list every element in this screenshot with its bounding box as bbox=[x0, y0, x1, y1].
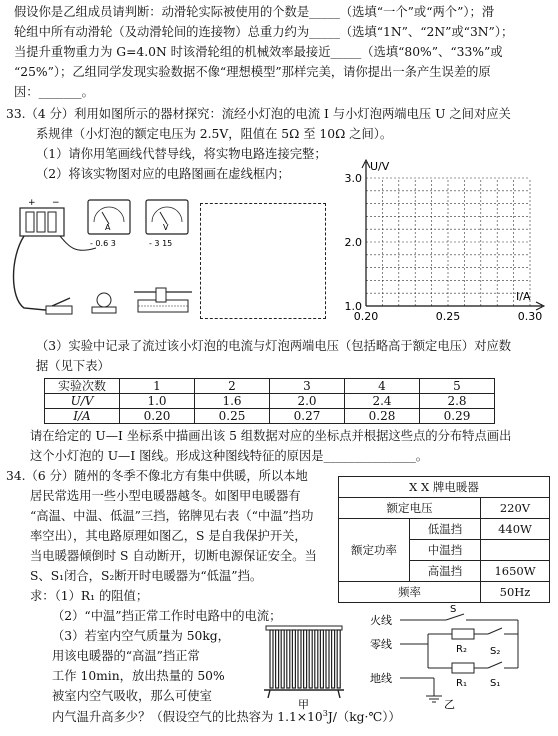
q34-line-3: “高温、中温、低温”三挡，铭牌见右表（“中温”挡功 bbox=[30, 509, 314, 523]
table-cell: 额定功率 bbox=[339, 519, 410, 582]
label-r2: R₂ bbox=[456, 644, 467, 655]
heater-fin bbox=[292, 630, 295, 688]
heater-fin bbox=[332, 630, 335, 688]
heater-fin bbox=[276, 630, 279, 688]
svg-text:A: A bbox=[105, 223, 111, 232]
circuit-diagram-answer-box bbox=[200, 203, 326, 319]
table-cell: 1.6 bbox=[195, 394, 270, 409]
resistor-r2 bbox=[452, 629, 474, 639]
table-cell: 1650W bbox=[481, 561, 550, 582]
q32-line-3: 当提升重物重力为 G=4.0N 时该滑轮组的机械效率最接近_____（选填“80%”、“33%”或 bbox=[14, 45, 503, 59]
heater-circuit-yi bbox=[368, 604, 552, 716]
heater-fin bbox=[326, 630, 329, 688]
heater-fin bbox=[337, 630, 340, 688]
table-header-cell: 实验次数 bbox=[45, 379, 120, 394]
q34-line-9: （3）若室内空气质量为 50kg， bbox=[52, 629, 230, 643]
figure-label-jia: 甲 bbox=[298, 698, 309, 710]
heater-fin bbox=[309, 630, 312, 688]
table-row bbox=[45, 409, 495, 424]
heater-fin bbox=[320, 630, 323, 688]
q32-line-2: 轮组中所有动滑轮（及动滑轮间的连接物）总重力约为_____（选填“1N”、“2N”或“3N”）； bbox=[14, 25, 514, 39]
nameplate-title: X X 牌电暖器 bbox=[339, 477, 550, 498]
q33-line-8: 这个小灯泡的 U—I 图线。形成这种图线特征的原因是_______________。 bbox=[30, 449, 429, 463]
heater-fin bbox=[298, 630, 301, 688]
table-cell: 50Hz bbox=[481, 582, 550, 603]
y-axis-label: U/V bbox=[370, 160, 390, 173]
label-ground-wire: 地线 bbox=[370, 672, 392, 685]
switch bbox=[46, 306, 72, 314]
table-cell: 0.29 bbox=[420, 409, 495, 424]
table-cell: 220V bbox=[481, 498, 550, 519]
voltmeter-scale-label: - 3 15 bbox=[149, 239, 173, 248]
table-cell: 0.25 bbox=[195, 409, 270, 424]
q34-line-7: 求：（1）R₁ 的阻值； bbox=[30, 589, 149, 603]
label-switch-s: S bbox=[450, 604, 457, 615]
table-cell: 额定电压 bbox=[339, 498, 481, 519]
table-cell: 低温挡 bbox=[410, 519, 481, 540]
q34-line-11: 工作 10min，放出热量的 50% bbox=[52, 669, 225, 683]
q32-line-1: 假设你是乙组成员请判断：动滑轮实际被使用的个数是_____（选填“一个”或“两个”）；滑 bbox=[14, 5, 495, 19]
x-tick-label: 0.30 bbox=[517, 310, 543, 323]
heater-fin bbox=[287, 630, 290, 688]
label-fire-wire: 火线 bbox=[370, 614, 392, 627]
q33-line-1: 33.（4 分）利用如图所示的器材探究：流经小灯泡的电流 I 与小灯泡两端电压 U 之间对应关 bbox=[6, 107, 511, 121]
label-s1: S₁ bbox=[490, 678, 501, 689]
q33-line-2: 系规律（小灯泡的额定电压为 2.5V，阻值在 5Ω 至 10Ω 之间）。 bbox=[36, 127, 393, 141]
table-cell: U/V bbox=[45, 394, 120, 409]
label-s2: S₂ bbox=[490, 646, 501, 657]
q34-line-8: （2）“中温”挡正常工作时电路中的电流； bbox=[52, 609, 282, 623]
table-cell: 0.28 bbox=[345, 409, 420, 424]
heater-fin bbox=[304, 630, 307, 688]
table-row bbox=[339, 519, 550, 540]
table-header-cell: 1 bbox=[120, 379, 195, 394]
table-header-cell: 3 bbox=[270, 379, 345, 394]
q33-line-4: （2）将该实物图对应的电路图画在虚线框内； bbox=[36, 167, 290, 181]
q32-line-4: “25%”）；乙组同学发现实验数据不像“理想模型”那样完美，请你提出一条产生误差的原 bbox=[14, 65, 491, 79]
table-row bbox=[339, 498, 550, 519]
table-cell: 0.27 bbox=[270, 409, 345, 424]
svg-text:V: V bbox=[163, 223, 169, 232]
table-row bbox=[339, 582, 550, 603]
y-tick-label: 2.0 bbox=[344, 236, 362, 249]
table-cell: 高温挡 bbox=[410, 561, 481, 582]
table-cell: 2.0 bbox=[270, 394, 345, 409]
q32-line-5: 因：_______。 bbox=[14, 85, 94, 99]
table-row bbox=[339, 477, 550, 498]
heater-fin bbox=[281, 630, 284, 688]
table-cell: 440W bbox=[481, 519, 550, 540]
table-cell: 2.4 bbox=[345, 394, 420, 409]
heater-figure-jia bbox=[258, 616, 358, 710]
q34-line-1: 34.（6 分）随州的冬季不像北方有集中供暖，所以本地 bbox=[6, 469, 308, 483]
circuit-apparatus-figure bbox=[6, 188, 198, 328]
resistor-r1 bbox=[452, 663, 474, 673]
q33-data-table bbox=[44, 378, 495, 424]
label-zero-wire: 零线 bbox=[370, 638, 392, 651]
table-cell: 中温挡 bbox=[410, 540, 481, 561]
label-r1: R₁ bbox=[456, 678, 467, 689]
table-cell: I/A bbox=[45, 409, 120, 424]
bulb bbox=[97, 293, 111, 307]
table-cell bbox=[481, 540, 550, 561]
q33-line-5: （3）实验中记录了流过该小灯泡的电流与灯泡两端电压（包括略高于额定电压）对应数 bbox=[36, 339, 512, 353]
q34-line-5: 当电暖器倾倒时 S 自动断开，切断电源保证安全。当 bbox=[30, 549, 317, 563]
heater-fin bbox=[315, 630, 318, 688]
q34-line-12: 被室内空气吸收，那么可使室 bbox=[52, 689, 212, 703]
table-cell: 2.8 bbox=[420, 394, 495, 409]
svg-text:−: − bbox=[52, 198, 60, 208]
x-tick-label: 0.20 bbox=[353, 310, 379, 323]
table-header-cell: 2 bbox=[195, 379, 270, 394]
q34-line-6: S、S₁闭合，S₂断开时电暖器为“低温”挡。 bbox=[30, 569, 263, 583]
x-axis-label: I/A bbox=[516, 290, 531, 303]
q33-line-6: 据（见下表） bbox=[36, 359, 110, 373]
x-tick-label: 0.25 bbox=[435, 310, 461, 323]
table-row bbox=[45, 394, 495, 409]
heater-nameplate-table bbox=[338, 476, 550, 603]
q34-line-2: 居民常选用一些小型电暖器越冬。如图甲电暖器有 bbox=[30, 489, 301, 503]
u-i-chart bbox=[334, 158, 548, 332]
table-header-cell: 4 bbox=[345, 379, 420, 394]
heater-fin bbox=[270, 630, 273, 688]
q33-line-7: 请在给定的 U—I 坐标系中描画出该 5 组数据对应的坐标点并根据这些点的分布特点画出 bbox=[30, 429, 512, 443]
figure-label-yi: 乙 bbox=[444, 698, 455, 711]
svg-text:+: + bbox=[28, 198, 36, 208]
ammeter-scale-label: - 0.6 3 bbox=[90, 239, 116, 248]
table-cell: 0.20 bbox=[120, 409, 195, 424]
q34-line-13: 内气温升高多少？（假设空气的比热容为 $1.1\times 10^3J/(kg\cdot℃)$） bbox=[52, 709, 401, 724]
table-row bbox=[45, 379, 495, 394]
table-header-cell: 5 bbox=[420, 379, 495, 394]
table-cell: 1.0 bbox=[120, 394, 195, 409]
y-tick-label: 1.0 bbox=[344, 300, 362, 313]
q34-line-4: 率空出），其电路原理如图乙，S 是自我保护开关， bbox=[30, 529, 307, 543]
y-tick-label: 3.0 bbox=[344, 172, 362, 185]
q34-line-10: 用该电暖器的“高温”挡正常 bbox=[52, 649, 200, 663]
table-cell: 频率 bbox=[339, 582, 481, 603]
q33-line-3: （1）请你用笔画线代替导线，将实物电路连接完整； bbox=[36, 147, 327, 161]
